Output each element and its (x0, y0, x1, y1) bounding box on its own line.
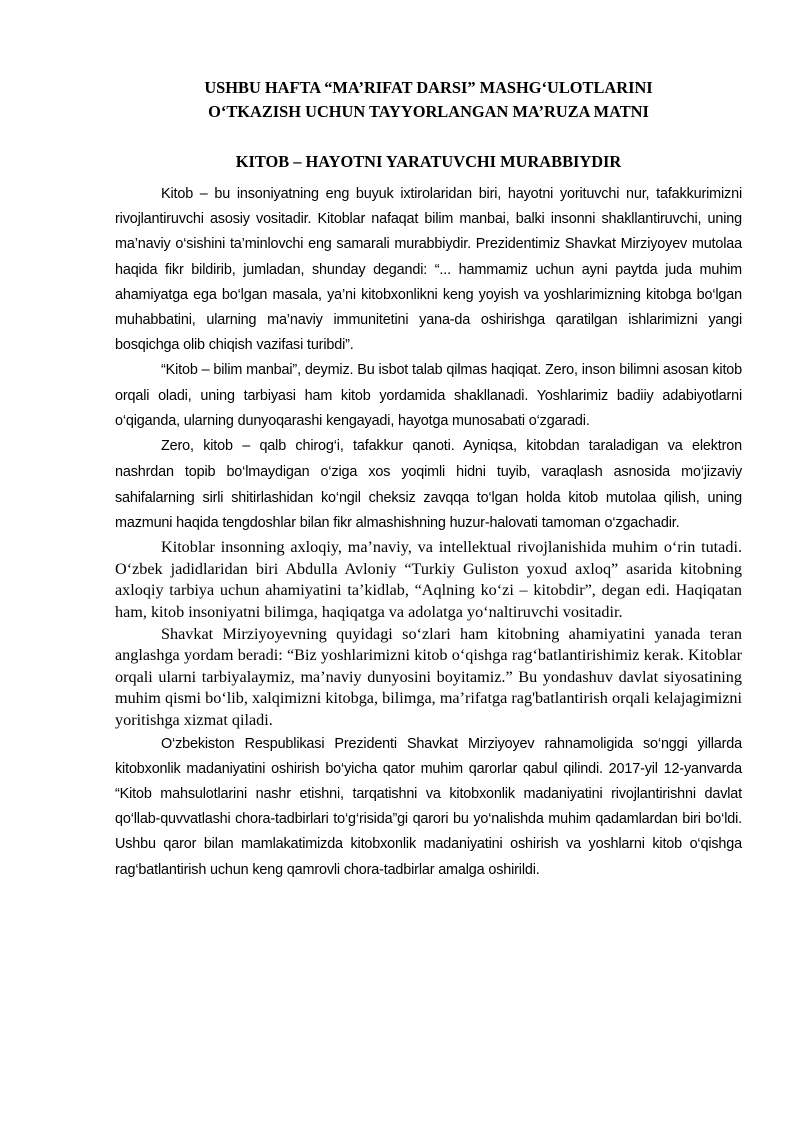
paragraph-3: Zero, kitob – qalb chirog‘i, tafakkur qanoti. Ayniqsa, kitobdan taraladigan va elektron nashrdan topib bo‘lmaydigan o‘ziga xos yoqimli hidni tuyib, varaqlash asnosida mo‘jizaviy sahifalarning sirli shitirlashidan ko‘ngil cheksiz zavqqa to‘lgan holda kitob mutolaa qilish, uning mazmuni haqida tengdoshlar bilan fikr almashishning huzur-halovati tamoman o‘zgachadir. (115, 438, 742, 532)
paragraph-5: Shavkat Mirziyoyevning quyidagi so‘zlari ham kitobning ahamiyatini yanada teran anglashga yordam beradi: “Biz yoshlarimizni kitob o‘qishga rag‘batlantirishimiz kerak. Kitoblar orqali ularni tarbiyalaymiz, ma’naviy dunyosini boyitamiz.” Bu yondashuv davlat siyosatining muhim qismi bo‘lib, xalqimizni kitobga, bilimga, ma’rifatga rag'batlantirish orqali kelajagimizni yoritishga xizmat qiladi. (115, 624, 742, 729)
document-page (115, 76, 742, 883)
paragraph-6: O‘zbekiston Respublikasi Prezidenti Shavkat Mirziyoyev rahnamoligida so‘nggi yillarda kitobxonlik madaniyatini oshirish bo‘yicha qator muhim qarorlar qabul qilindi. 2017-yil 12-yanvarda “Kitob mahsulotlarini nashr etishni, tarqatishni va kitobxonlik madaniyatini rivojlantirishni davlat qo‘llab-quvvatlashi chora-tadbirlari to‘g‘risida”gi qarori bu yo‘nalishda muhim qadamlardan biri bo‘ldi. Ushbu qaror bilan mamlakatimizda kitobxonlik madaniyatini oshirish va yoshlarni kitob o‘qishga rag‘batlantirish uchun keng qamrovli chora-tadbirlar amalga oshirildi. (115, 735, 742, 878)
document-title (115, 76, 742, 124)
document-subtitle: KITOB – HAYOTNI YARATUVCHI MURABBIYDIR (235, 152, 622, 171)
document-title-line-1: USHBU HAFTA “MA’RIFAT DARSI” MASHG‘ULOTLARINI (204, 78, 653, 97)
paragraph-4: Kitoblar insonning axloqiy, ma’naviy, va intellektual rivojlanishida muhim o‘rin tutadi. O‘zbek jadidlaridan biri Abdulla Avloniy “Turkiy Guliston yoxud axloq” asarida kitobning axloqiy tarbiya uchun ahamiyatini ta’kidlab, “Aqlning ko‘zi – kitobdir”, degan edi. Haqiqatan ham, kitob insoniyatni bilimga, haqiqatga va adolatga yo‘naltiruvchi vositadir. (115, 538, 742, 621)
paragraph-2: “Kitob – bilim manbai”, deymiz. Bu isbot talab qilmas haqiqat. Zero, inson bilimni asosan kitob orqali oladi, uning tarbiyasi ham kitob yordamida shakllanadi. Yoshlarimiz badiiy adabiyotlarni o‘qiganda, ularning dunyoqarashi kengayadi, hayotga munosabati o‘zgaradi. (115, 362, 742, 429)
document-title-line-2: O‘TKAZISH UCHUN TAYYORLANGAN MA’RUZA MATNI (208, 102, 649, 121)
paragraph-1: Kitob – bu insoniyatning eng buyuk ixtirolaridan biri, hayotni yorituvchi nur, tafakkurimizni rivojlantiruvchi asosiy vositadir. Kitoblar nafaqat bilim manbai, balki insonni shakllantiruvchi, uning ma’naviy o‘sishini ta’minlovchi eng samarali murabbiydir. Prezidentimiz Shavkat Mirziyoyev mutolaa haqida fikr bildirib, jumladan, shunday degandi: “... hammamiz uchun ayni paytda juda muhim ahamiyatga ega bo‘lgan masala, ya’ni kitobxonlikni keng yoyish va yoshlarimizning kitobga bo‘lgan muhabbatini, ularning ma’naviy immunitetini yana-da oshirishga qaratilgan ishlarimizni yangi bosqichga olib chiqish vazifasi turibdi”. (115, 186, 742, 354)
